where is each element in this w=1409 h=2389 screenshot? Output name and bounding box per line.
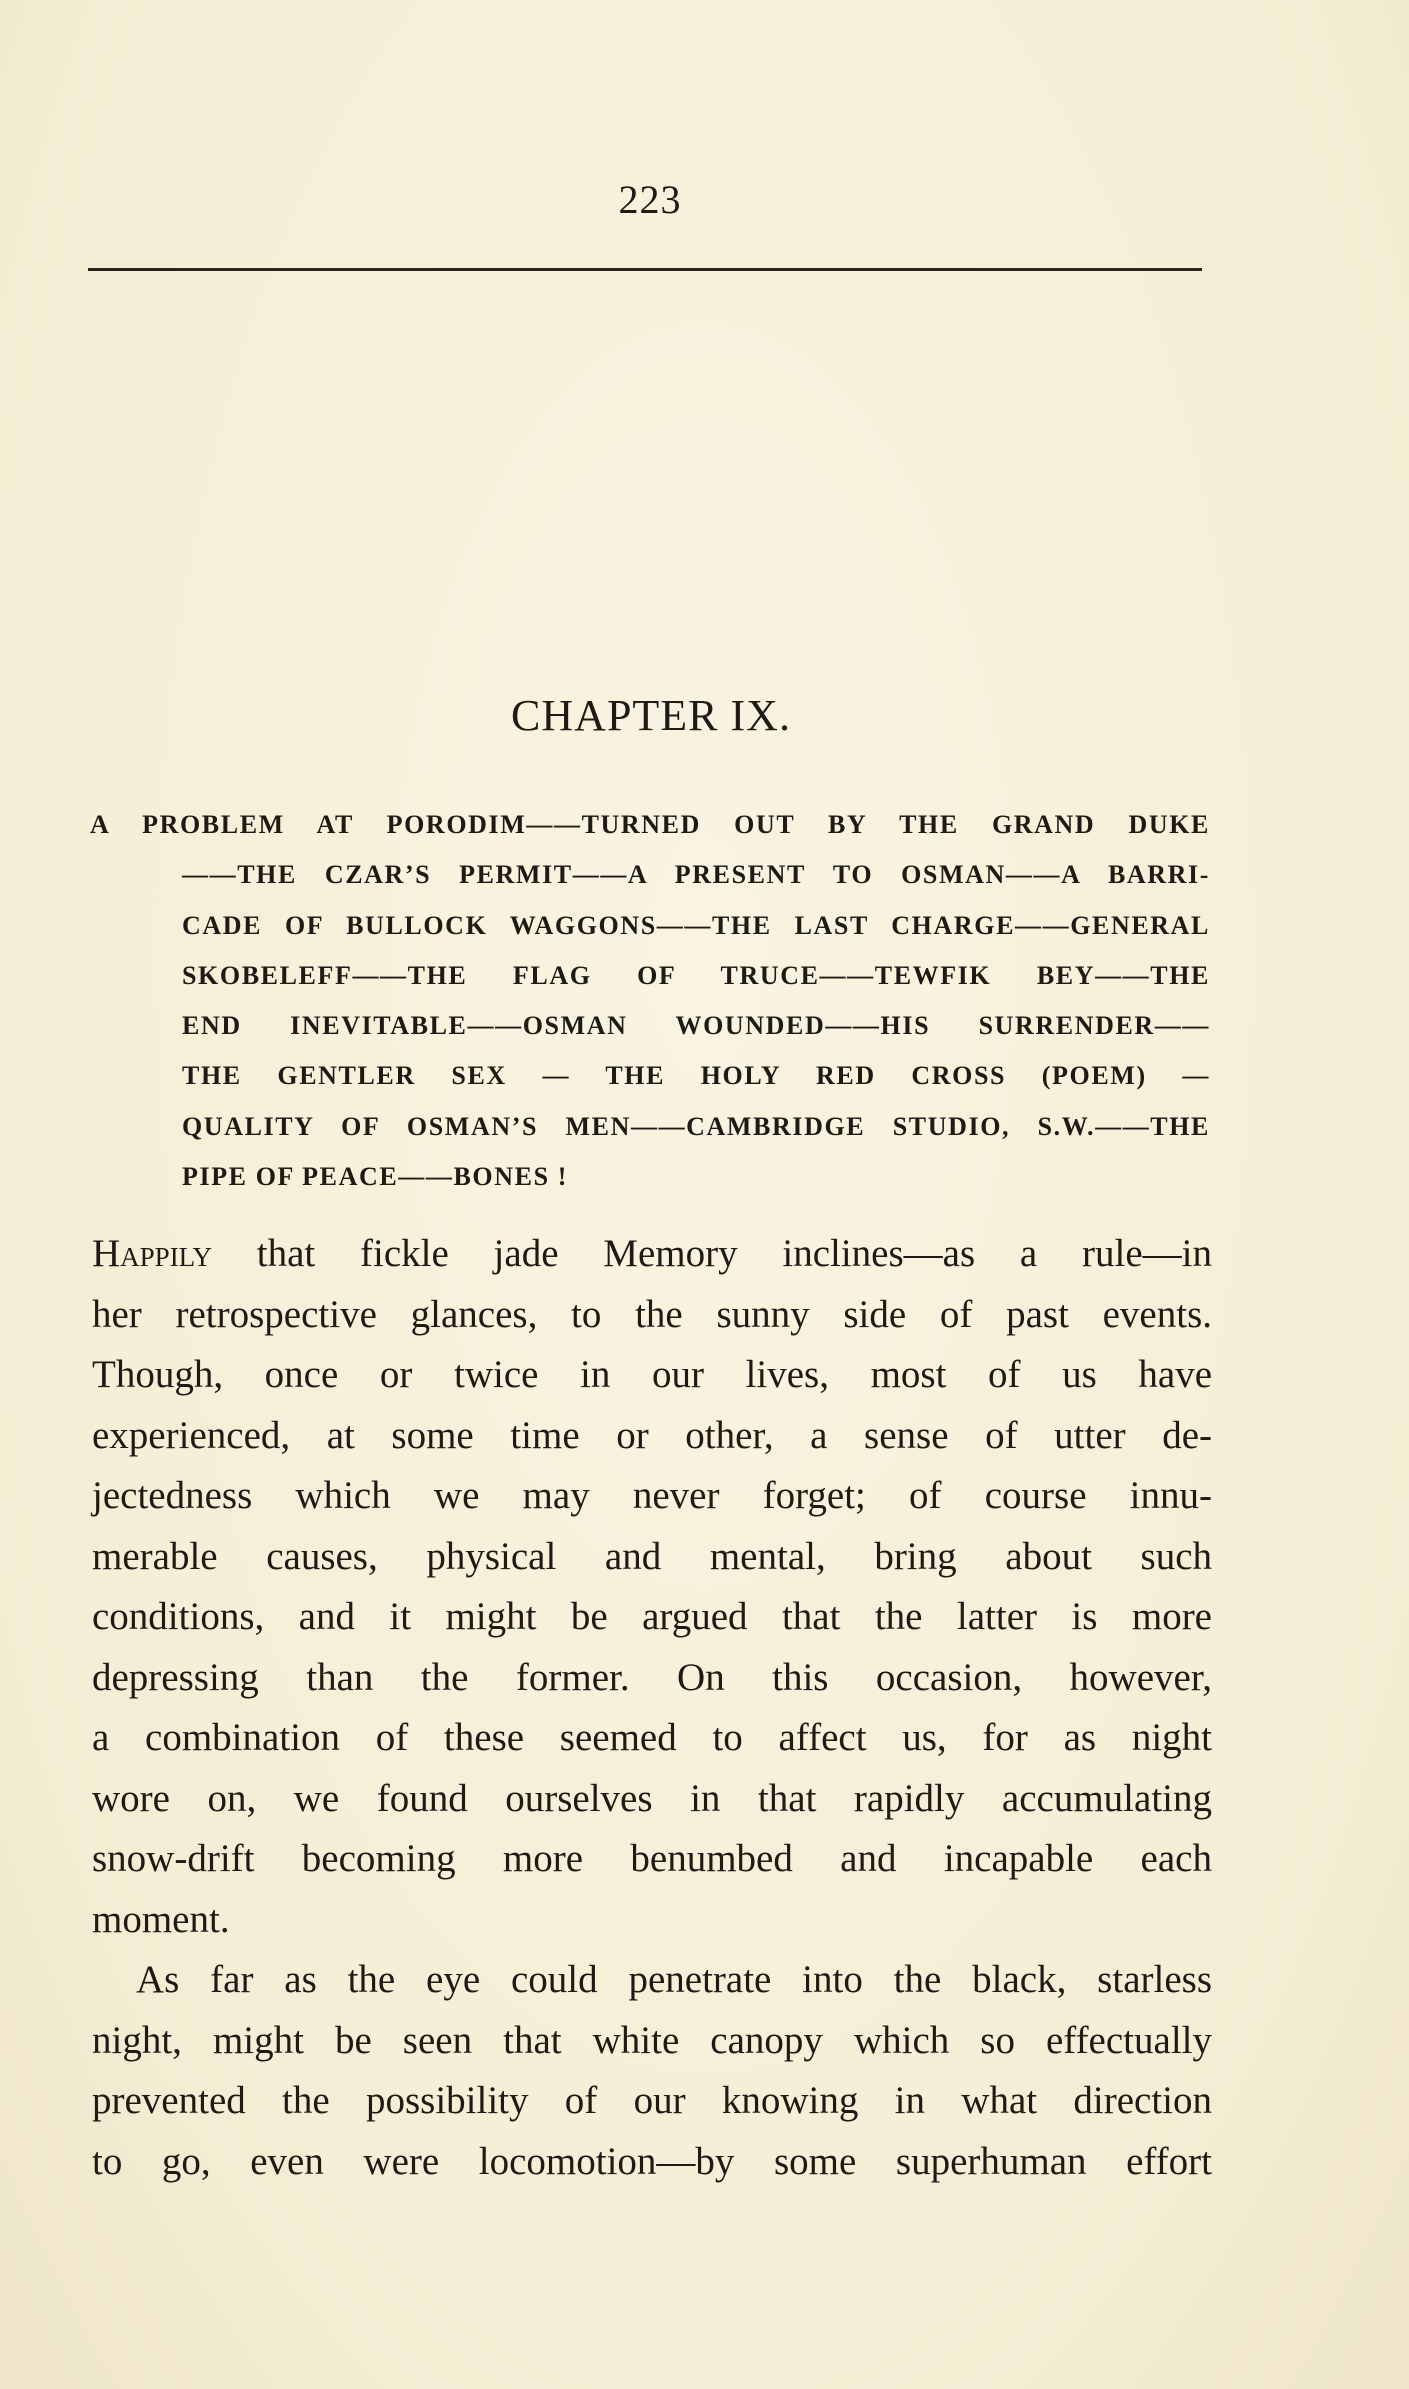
text-line: her retrospective glances, to the sunny side of past events. — [92, 1292, 1212, 1336]
paragraph — [92, 1950, 1212, 2192]
text-line: merable causes, physical and mental, bring about such — [92, 1534, 1212, 1578]
chapter-title: CHAPTER IX. — [511, 691, 791, 740]
text-line: As far as the eye could penetrate into the black, starless — [136, 1958, 1212, 2001]
text-line: wore on, we found ourselves in that rapidly accumulating — [92, 1776, 1212, 1820]
paragraph — [92, 1224, 1212, 1950]
text-line: moment. — [92, 1897, 230, 1941]
first-line-rest: that fickle jade Memory inclines—as a rule—in — [211, 1232, 1212, 1275]
text-line: prevented the possibility of our knowing in what direction — [92, 2079, 1212, 2122]
lead-word: Happily — [92, 1232, 212, 1275]
synopsis-line: SKOBELEFF——THE FLAG OF TRUCE——TEWFIK BEY——THE — [182, 960, 1210, 990]
text-line: Though, once or twice in our lives, most of us have — [92, 1353, 1212, 1396]
text-line: jectedness which we may never forget; of course innu- — [92, 1474, 1212, 1517]
synopsis-line: QUALITY OF OSMAN’S MEN——CAMBRIDGE STUDIO, S.W.——THE — [182, 1111, 1210, 1141]
page-number: 223 — [618, 177, 682, 222]
text-line: experienced, at some time or other, a sense of utter de- — [92, 1413, 1212, 1457]
synopsis-line: THE GENTLER SEX — THE HOLY RED CROSS (POEM) — — [182, 1061, 1210, 1091]
body-text — [92, 1224, 1212, 2192]
synopsis-line: A PROBLEM AT PORODIM——TURNED OUT BY THE GRAND DUKE — [90, 810, 1210, 839]
text-line — [92, 1224, 1212, 1285]
synopsis-line: PIPE OF PEACE——BONES ! — [182, 1162, 568, 1192]
synopsis-line: CADE OF BULLOCK WAGGONS——THE LAST CHARGE——GENERAL — [182, 910, 1210, 940]
text-line: depressing than the former. On this occasion, however, — [92, 1655, 1212, 1699]
synopsis-line: ——THE CZAR’S PERMIT——A PRESENT TO OSMAN——A BARRI- — [182, 860, 1210, 890]
text-line: night, might be seen that white canopy which so effectually — [92, 2018, 1212, 2062]
text-line: a combination of these seemed to affect us, for as night — [92, 1716, 1212, 1759]
text-line: snow-drift becoming more benumbed and incapable each — [92, 1837, 1212, 1880]
synopsis-line: END INEVITABLE——OSMAN WOUNDED——HIS SURRENDER—— — [182, 1011, 1210, 1041]
chapter-synopsis — [90, 800, 1210, 1202]
text-line: to go, even were locomotion—by some superhuman effort — [92, 2139, 1212, 2183]
header-rule — [88, 268, 1202, 271]
text-line: conditions, and it might be argued that the latter is more — [92, 1595, 1212, 1638]
